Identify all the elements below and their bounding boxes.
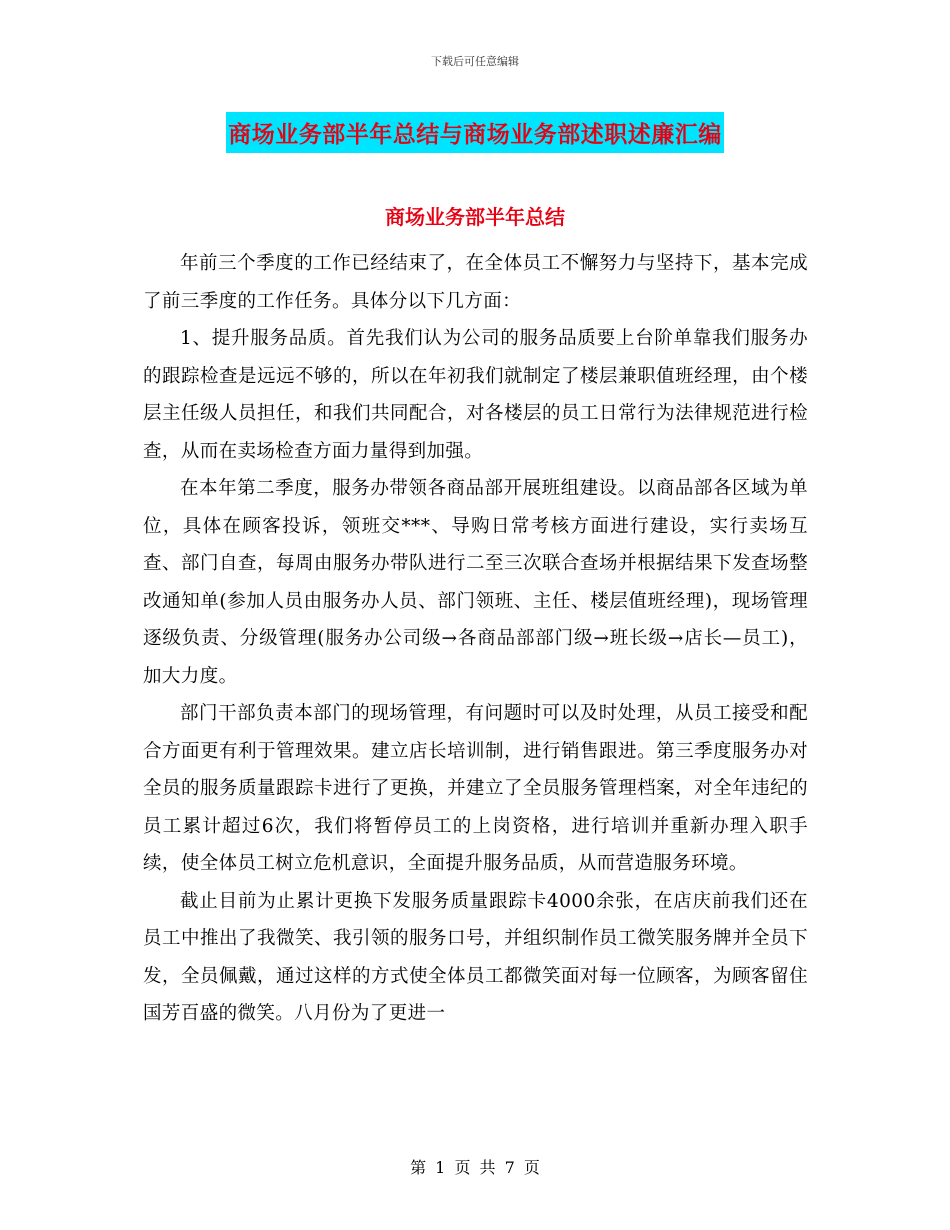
paragraph: 年前三个季度的工作已经结束了，在全体员工不懈努力与坚持下，基本完成了前三季度的工作任务。具体分以下几方面： (143, 253, 808, 312)
section-title: 商场业务部半年总结 (385, 205, 565, 229)
paragraph: 1、提升服务品质。首先我们认为公司的服务品质要上台阶单靠我们服务办的跟踪检查是远远不够的，所以在年初我们就制定了楼层兼职值班经理，由个楼层主任级人员担任，和我们共同配合，对各楼层的员工日常行为法律规范进行检查，从而在卖场检查方面力量得到加强。 (143, 328, 808, 462)
paragraph: 部门干部负责本部门的现场管理，有问题时可以及时处理，从员工接受和配合方面更有利于管理效果。建立店长培训制，进行销售跟进。第三季度服务办对全员的服务质量跟踪卡进行了更换，并建立了全员服务管理档案，对全年违纪的员工累计超过6次，我们将暂停员工的上岗资格，进行培训并重新办理入职手续，使全体员工树立危机意识，全面提升服务品质，从而营造服务环境。 (143, 703, 808, 874)
paragraph: 截止目前为止累计更换下发服务质量跟踪卡4000余张，在店庆前我们还在员工中推出了我微笑、我引领的服务口号，并组织制作员工微笑服务牌并全员下发，全员佩戴，通过这样的方式使全体员工都微笑面对每一位顾客，为顾客留住国芳百盛的微笑。八月份为了更进一 (143, 890, 808, 1024)
document-title: 商场业务部半年总结与商场业务部述职述廉汇编 (226, 112, 724, 153)
page-number-footer: 第 1 页 共 7 页 (410, 1158, 540, 1177)
main-title-container (0, 112, 950, 153)
document-body (143, 245, 808, 1033)
paragraph: 在本年第二季度，服务办带领各商品部开展班组建设。以商品部各区域为单位，具体在顾客投诉，领班交***、导购日常考核方面进行建设，实行卖场互查、部门自查，每周由服务办带队进行二至三次联合查场并根据结果下发查场整改通知单(参加人员由服务办人员、部门领班、主任、楼层值班经理)，现场管理逐级负责、分级管理(服务办公司级→各商品部部门级→班长级→店长—员工)，加大力度。 (143, 478, 808, 687)
header-note: 下载后可任意编辑 (431, 55, 519, 68)
